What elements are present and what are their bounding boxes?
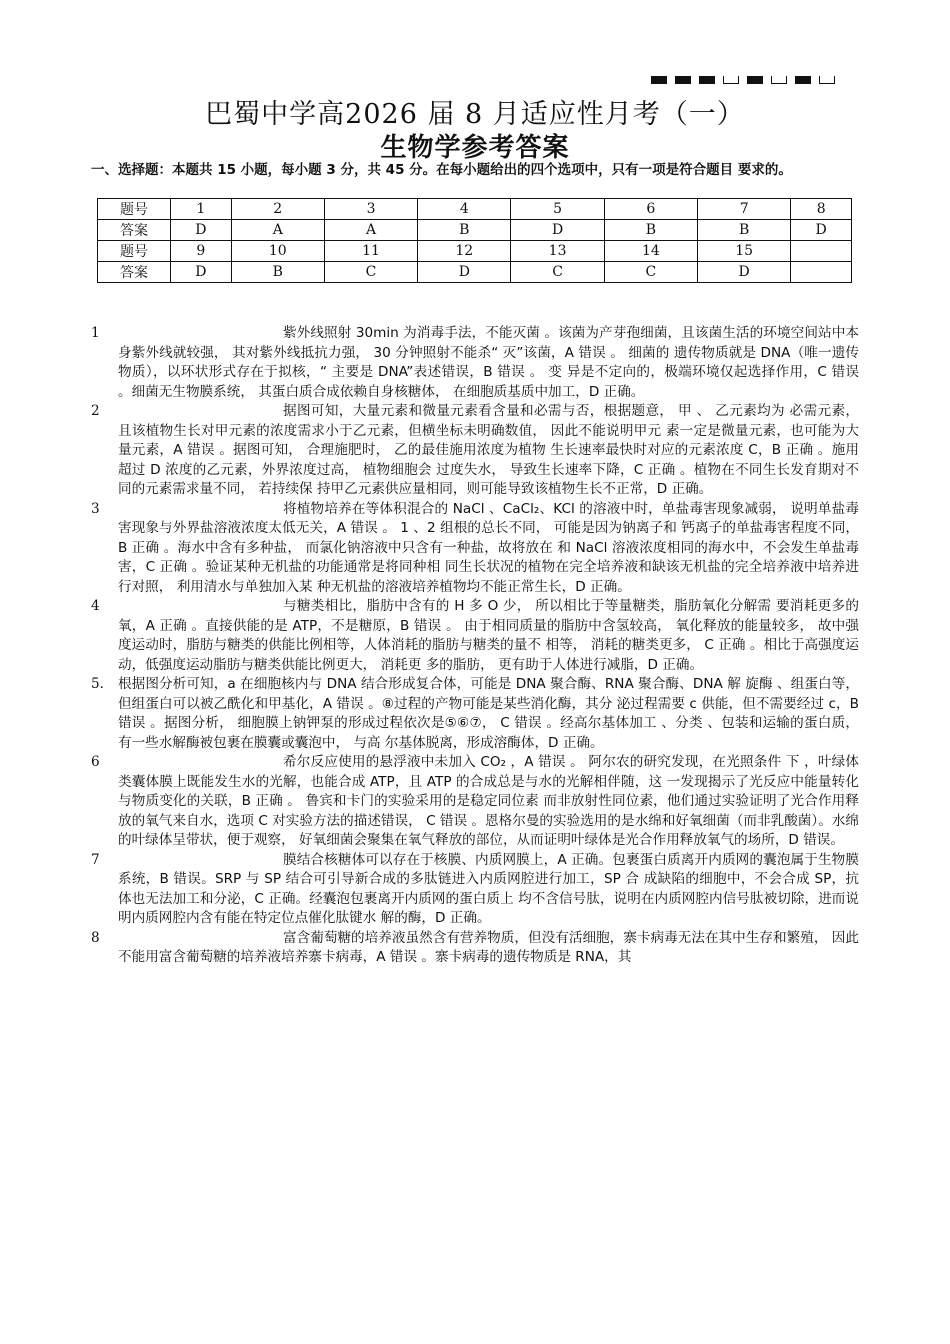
table-cell — [791, 262, 852, 283]
table-cell: 14 — [604, 241, 697, 262]
table-cell: 5 — [511, 199, 604, 220]
explanation-item — [91, 324, 859, 402]
answer-table — [97, 198, 852, 283]
exam-title: 巴蜀中学高2026 届 8 月适应性月考（一） — [205, 99, 745, 130]
table-cell: 1 — [171, 199, 232, 220]
table-row — [98, 241, 852, 262]
table-cell: 15 — [698, 241, 791, 262]
explanation-text: 与糖类相比，脂肪中含有的 H 多 O 少， 所以相比于等量糖类，脂肪氧化分解需 要消耗更多的氧，A 正确 。直接供能的是 ATP，不是糖原，B 错误 。 由于相同质量的脂肪中含氢较高， 氧化释放的能量较多， 故中强度运动时，脂肪与糖类的供能比例相等，人体消耗的脂肪与糖类的量不 相等， 消耗的糖类更多， C 正确 。相比于高强度运动，低强度运动脂肪与糖类供能比例更大， 消耗更 多的脂肪， 更有助于人体进行减脂，D 正确。 — [118, 598, 859, 673]
explanation-text: 膜结合核糖体可以存在于核膜、内质网膜上，A 正确。包裹蛋白质离开内质网的囊泡属于生物膜系统，B 错误。SRP 与 SP 结合可引导新合成的多肽链进入内质网腔进行加工，SP 合 成缺陷的细胞中，不会合成 SP，抗体也无法加工和分泌，C 正确。经囊泡包裹离开内质网的蛋白质上 均不含信号肽，说明在内质网腔内信号肽被切除，进而说明内质网腔内含有能在特定位点催化肽键水 解的酶，D 正确。 — [118, 851, 859, 926]
explanation-text: 紫外线照射 30min 为消毒手法，不能灭菌 。该菌为产芽孢细菌，且该菌生活的环境空间站中本身紫外线就较强， 其对紫外线抵抗力强， 30 分钟照射不能杀“ 灭”该菌，A 错误 。 细菌的 遗传物质就是 DNA（唯一遗传物质），以环状形式存在于拟核，“ 主要是 DNA”表述错误，B 错误 。 变 异是不定向的，极端环境仅起选择作用，C 错误 。细菌无生物膜系统， 其蛋白质合成依赖自身核糖体， 在细胞质基质中加工，D 正确。 — [118, 325, 859, 400]
table-cell: C — [511, 262, 604, 283]
row-label: 答案 — [98, 262, 171, 283]
row-label: 答案 — [98, 220, 171, 241]
question-number: 7 — [91, 851, 100, 868]
table-cell: B — [698, 220, 791, 241]
explanation-text: 希尔反应使用的悬浮液中未加入 CO₂ ，A 错误 。 阿尔农的研究发现，在光照条件 下 ，叶绿体类囊体膜上既能发生水的光解，也能合成 ATP，且 ATP 的合成总是与水的光解相伴随，这 一发现揭示了光反应中能量转化与物质变化的关联，B 正确 。 鲁宾和卡门的实验采用的是稳定同位素 而非放射性同位素，他们通过实验证明了光合作用释放的氧气来自水，选项 C 对实验方法的描述错误， C 错误 。恩格尔曼的实验选用的是水绵和好氧细菌（而非乳酸菌）。水绵的叶绿体呈带状，便于观察， 好氧细菌会聚集在氧气释放的部位，从而证明叶绿体是光合作用释放氧气的场所，D 错误。 — [118, 754, 859, 848]
barcode-marks — [651, 76, 835, 84]
table-cell: 2 — [231, 199, 324, 220]
table-row — [98, 199, 852, 220]
table-cell: A — [324, 220, 417, 241]
table-cell: C — [324, 262, 417, 283]
row-label: 题号 — [98, 241, 171, 262]
table-cell: 6 — [604, 199, 697, 220]
table-cell: C — [604, 262, 697, 283]
table-row — [98, 262, 852, 283]
table-cell: D — [418, 262, 511, 283]
explanation-item — [91, 597, 859, 675]
explanations-list — [91, 324, 859, 968]
table-cell: 13 — [511, 241, 604, 262]
table-cell: D — [698, 262, 791, 283]
table-cell: 12 — [418, 241, 511, 262]
explanation-text: 根据图分析可知，a 在细胞核内与 DNA 结合形成复合体，可能是 DNA 聚合酶、RNA 聚合酶、DNA 解 旋酶 、组蛋白等， 但组蛋白可以被乙酰化和甲基化，A 错误 。⑧过程的产物可能是某些消化酶，其分 泌过程需要 c 供能，但不需要经过 c，B 错误 。据图分析， 细胞膜上钠钾泵的形成过程依次是⑤⑥⑦， C 错误 。经高尔基体加工 、分类 、包装和运输的蛋白质， 有一些水解酶被包裹在膜囊或囊泡中， 与高 尔基体脱离，形成溶酶体，D 正确。 — [118, 676, 859, 751]
table-cell: B — [418, 220, 511, 241]
explanation-text: 富含葡萄糖的培养液虽然含有营养物质，但没有活细胞，寨卡病毒无法在其中生存和繁殖， 因此不能用富含葡萄糖的培养液培养寨卡病毒，A 错误 。寨卡病毒的遗传物质是 RNA，其 — [118, 929, 859, 965]
explanation-item — [91, 753, 859, 851]
question-number: 8 — [91, 929, 100, 946]
answer-subtitle: 生物学参考答案 — [380, 133, 570, 163]
table-cell: D — [171, 262, 232, 283]
explanation-item — [91, 402, 859, 500]
table-row — [98, 220, 852, 241]
question-number: 1 — [91, 325, 100, 341]
explanation-item — [91, 851, 859, 929]
explanation-item — [91, 675, 859, 753]
question-number: 2 — [91, 403, 100, 419]
table-cell: D — [511, 220, 604, 241]
explanation-text: 据图可知，大量元素和微量元素看含量和必需与否，根据题意， 甲 、 乙元素均为 必需元素， 且该植物生长对甲元素的浓度需求小于乙元素，但横坐标未明确数值， 因此不能说明甲元 素一定是微量元素，也可能为大量元素，A 错误 。据图可知， 合理施肥时， 乙的最佳施用浓度为植物 生长速率最快时对应的元素浓度 C，B 正确 。施用超过 D 浓度的乙元素，外界浓度过高， 植物细胞会 过度失水， 导致生长速率下降，C 正确 。植物在不同生长发育期对不同的元素需求量不同， 若持续保 持甲乙元素供应量相同，则可能导致该植物生长不正常，D 正确。 — [118, 403, 859, 497]
table-cell: D — [791, 220, 852, 241]
table-cell: A — [231, 220, 324, 241]
table-cell — [791, 241, 852, 262]
table-cell: 3 — [324, 199, 417, 220]
explanation-text: 将植物培养在等体积混合的 NaCl 、CaCl₂、KCl 的溶液中时，单盐毒害现象减弱， 说明单盐毒害现象与外界盐溶液浓度太低无关，A 错误 。 1 、2 组根的总长不同， 可能是因为钠离子和 钙离子的单盐毒害程度不同，B 正确 。海水中含有多种盐， 而氯化钠溶液中只含有一种盐，故将放在 和 NaCl 溶液浓度相同的海水中，不会发生单盐毒害，C 正确 。验证某种无机盐的功能通常是将同种相 同生长状况的植物在完全培养液和缺该无机盐的完全培养液中培养进行对照， 利用清水与单独加入某 种无机盐的溶液培养植物均不能正常生长，D 正确。 — [118, 500, 859, 595]
table-cell: 8 — [791, 199, 852, 220]
table-cell: B — [231, 262, 324, 283]
table-cell: D — [171, 220, 232, 241]
table-cell: 9 — [171, 241, 232, 262]
explanation-item — [91, 500, 859, 598]
table-cell: 4 — [418, 199, 511, 220]
question-number: 4 — [91, 598, 100, 614]
table-cell: 7 — [698, 199, 791, 220]
table-cell: B — [604, 220, 697, 241]
row-label: 题号 — [98, 199, 171, 220]
question-number: 6 — [91, 754, 100, 770]
table-cell: 10 — [231, 241, 324, 262]
table-cell: 11 — [324, 241, 417, 262]
question-number: 3 — [91, 500, 100, 517]
explanation-item — [91, 929, 859, 968]
question-number: 5． — [91, 676, 114, 692]
section-heading: 一、选择题：本题共 15 小题，每小题 3 分，共 45 分。在每小题给出的四个选项中，只有一项是符合题目 要求的。 — [91, 162, 792, 178]
